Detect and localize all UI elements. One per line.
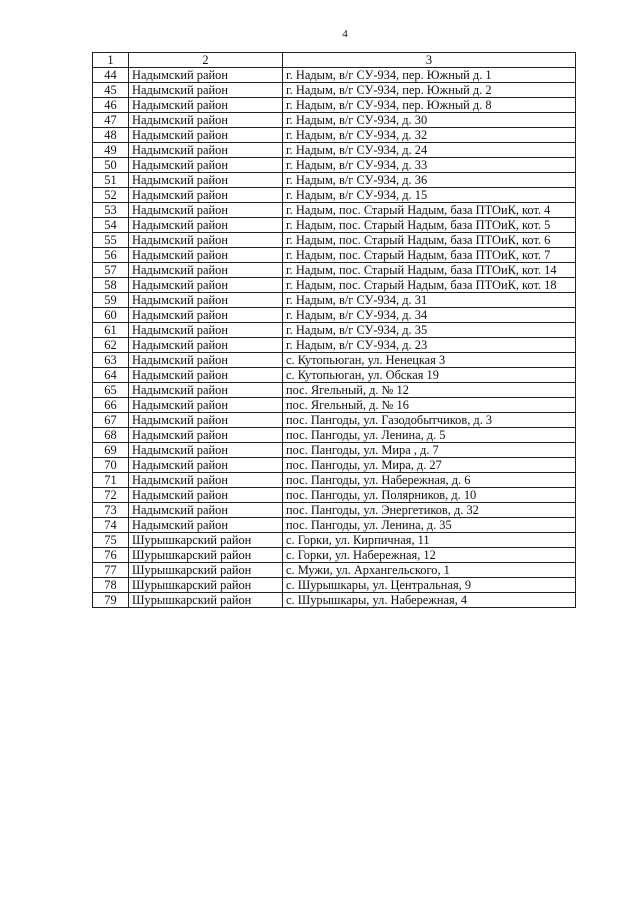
row-district: Надымский район — [129, 218, 283, 233]
row-number: 76 — [93, 548, 129, 563]
row-number: 63 — [93, 353, 129, 368]
row-number: 52 — [93, 188, 129, 203]
row-address: с. Мужи, ул. Архангельского, 1 — [283, 563, 576, 578]
row-address: г. Надым, в/г СУ-934, д. 34 — [283, 308, 576, 323]
row-address: г. Надым, в/г СУ-934, д. 23 — [283, 338, 576, 353]
row-number: 56 — [93, 248, 129, 263]
table-row — [93, 308, 576, 323]
row-number: 46 — [93, 98, 129, 113]
row-district: Надымский район — [129, 293, 283, 308]
table-row — [93, 83, 576, 98]
row-address: г. Надым, пос. Старый Надым, база ПТОиК, кот. 7 — [283, 248, 576, 263]
row-address: с. Кутопьюган, ул. Ненецкая 3 — [283, 353, 576, 368]
row-number: 78 — [93, 578, 129, 593]
table-row — [93, 548, 576, 563]
table-row — [93, 158, 576, 173]
row-number: 61 — [93, 323, 129, 338]
row-address: г. Надым, в/г СУ-934, пер. Южный д. 2 — [283, 83, 576, 98]
row-address: г. Надым, в/г СУ-934, д. 30 — [283, 113, 576, 128]
row-district: Надымский район — [129, 323, 283, 338]
table-row — [93, 173, 576, 188]
row-address: г. Надым, в/г СУ-934, д. 33 — [283, 158, 576, 173]
row-district: Надымский район — [129, 263, 283, 278]
row-number: 74 — [93, 518, 129, 533]
table-row — [93, 533, 576, 548]
row-address: с. Кутопьюган, ул. Обская 19 — [283, 368, 576, 383]
table-row — [93, 593, 576, 608]
table-row — [93, 188, 576, 203]
table-row — [93, 293, 576, 308]
row-number: 67 — [93, 413, 129, 428]
table-row — [93, 248, 576, 263]
addresses-table — [92, 52, 576, 608]
table-row — [93, 113, 576, 128]
row-number: 68 — [93, 428, 129, 443]
table-row — [93, 98, 576, 113]
row-address: г. Надым, пос. Старый Надым, база ПТОиК, кот. 5 — [283, 218, 576, 233]
row-district: Шурышкарский район — [129, 593, 283, 608]
row-district: Шурышкарский район — [129, 578, 283, 593]
row-district: Шурышкарский район — [129, 548, 283, 563]
row-number: 53 — [93, 203, 129, 218]
row-district: Надымский район — [129, 143, 283, 158]
table-header-row — [93, 53, 576, 68]
row-number: 49 — [93, 143, 129, 158]
table-row — [93, 398, 576, 413]
row-number: 62 — [93, 338, 129, 353]
row-address: пос. Пангоды, ул. Мира , д. 7 — [283, 443, 576, 458]
row-number: 47 — [93, 113, 129, 128]
table-row — [93, 218, 576, 233]
row-address: г. Надым, в/г СУ-934, д. 31 — [283, 293, 576, 308]
row-address: г. Надым, пос. Старый Надым, база ПТОиК, кот. 4 — [283, 203, 576, 218]
row-address: пос. Пангоды, ул. Мира, д. 27 — [283, 458, 576, 473]
table-row — [93, 428, 576, 443]
row-number: 50 — [93, 158, 129, 173]
row-district: Надымский район — [129, 83, 283, 98]
table-row — [93, 503, 576, 518]
row-district: Надымский район — [129, 458, 283, 473]
row-number: 58 — [93, 278, 129, 293]
row-address: с. Горки, ул. Кирпичная, 11 — [283, 533, 576, 548]
row-number: 60 — [93, 308, 129, 323]
row-address: пос. Пангоды, ул. Газодобытчиков, д. 3 — [283, 413, 576, 428]
row-district: Надымский район — [129, 413, 283, 428]
table-row — [93, 263, 576, 278]
table-row — [93, 278, 576, 293]
row-district: Надымский район — [129, 398, 283, 413]
table-row — [93, 413, 576, 428]
row-district: Надымский район — [129, 368, 283, 383]
row-number: 70 — [93, 458, 129, 473]
row-address: пос. Ягельный, д. № 16 — [283, 398, 576, 413]
row-district: Надымский район — [129, 233, 283, 248]
row-number: 64 — [93, 368, 129, 383]
row-address: г. Надым, в/г СУ-934, д. 35 — [283, 323, 576, 338]
row-district: Надымский район — [129, 308, 283, 323]
row-address: пос. Пангоды, ул. Ленина, д. 35 — [283, 518, 576, 533]
row-number: 69 — [93, 443, 129, 458]
row-address: г. Надым, пос. Старый Надым, база ПТОиК, кот. 18 — [283, 278, 576, 293]
row-number: 44 — [93, 68, 129, 83]
table-row — [93, 203, 576, 218]
row-number: 57 — [93, 263, 129, 278]
row-number: 73 — [93, 503, 129, 518]
row-district: Надымский район — [129, 428, 283, 443]
table-row — [93, 353, 576, 368]
row-district: Надымский район — [129, 248, 283, 263]
row-district: Надымский район — [129, 443, 283, 458]
header-col-3: 3 — [283, 53, 576, 68]
table-row — [93, 368, 576, 383]
row-number: 59 — [93, 293, 129, 308]
table-row — [93, 323, 576, 338]
table-row — [93, 143, 576, 158]
row-address: с. Шурышкары, ул. Набережная, 4 — [283, 593, 576, 608]
row-number: 79 — [93, 593, 129, 608]
row-district: Надымский район — [129, 503, 283, 518]
row-address: пос. Ягельный, д. № 12 — [283, 383, 576, 398]
row-number: 51 — [93, 173, 129, 188]
row-district: Надымский район — [129, 188, 283, 203]
row-address: г. Надым, пос. Старый Надым, база ПТОиК, кот. 14 — [283, 263, 576, 278]
table-row — [93, 233, 576, 248]
row-number: 71 — [93, 473, 129, 488]
row-district: Шурышкарский район — [129, 563, 283, 578]
row-address: пос. Пангоды, ул. Набережная, д. 6 — [283, 473, 576, 488]
row-address: г. Надым, в/г СУ-934, д. 36 — [283, 173, 576, 188]
row-district: Надымский район — [129, 113, 283, 128]
row-district: Надымский район — [129, 278, 283, 293]
row-number: 77 — [93, 563, 129, 578]
header-col-1: 1 — [93, 53, 129, 68]
row-number: 54 — [93, 218, 129, 233]
table-row — [93, 458, 576, 473]
row-district: Надымский район — [129, 353, 283, 368]
table-row — [93, 578, 576, 593]
row-district: Надымский район — [129, 158, 283, 173]
row-address: г. Надым, пос. Старый Надым, база ПТОиК, кот. 6 — [283, 233, 576, 248]
table-row — [93, 473, 576, 488]
table-row — [93, 68, 576, 83]
table-row — [93, 488, 576, 503]
row-address: г. Надым, в/г СУ-934, пер. Южный д. 8 — [283, 98, 576, 113]
row-district: Надымский район — [129, 473, 283, 488]
row-address: г. Надым, в/г СУ-934, д. 15 — [283, 188, 576, 203]
row-address: г. Надым, в/г СУ-934, пер. Южный д. 1 — [283, 68, 576, 83]
row-address: г. Надым, в/г СУ-934, д. 32 — [283, 128, 576, 143]
row-district: Надымский район — [129, 488, 283, 503]
row-district: Надымский район — [129, 98, 283, 113]
row-number: 48 — [93, 128, 129, 143]
row-district: Надымский район — [129, 128, 283, 143]
row-number: 72 — [93, 488, 129, 503]
row-number: 45 — [93, 83, 129, 98]
row-number: 55 — [93, 233, 129, 248]
page-number: 4 — [342, 28, 348, 40]
row-number: 65 — [93, 383, 129, 398]
row-address: с. Шурышкары, ул. Центральная, 9 — [283, 578, 576, 593]
row-address: г. Надым, в/г СУ-934, д. 24 — [283, 143, 576, 158]
row-number: 75 — [93, 533, 129, 548]
row-district: Надымский район — [129, 383, 283, 398]
table-row — [93, 563, 576, 578]
row-district: Надымский район — [129, 338, 283, 353]
row-district: Надымский район — [129, 203, 283, 218]
row-district: Шурышкарский район — [129, 533, 283, 548]
row-district: Надымский район — [129, 518, 283, 533]
table-row — [93, 443, 576, 458]
table-row — [93, 338, 576, 353]
row-address: пос. Пангоды, ул. Полярников, д. 10 — [283, 488, 576, 503]
header-col-2: 2 — [129, 53, 283, 68]
row-address: пос. Пангоды, ул. Энергетиков, д. 32 — [283, 503, 576, 518]
table-body — [93, 68, 576, 608]
row-address: пос. Пангоды, ул. Ленина, д. 5 — [283, 428, 576, 443]
table-row — [93, 128, 576, 143]
row-number: 66 — [93, 398, 129, 413]
table-row — [93, 518, 576, 533]
row-district: Надымский район — [129, 68, 283, 83]
table-row — [93, 383, 576, 398]
row-district: Надымский район — [129, 173, 283, 188]
row-address: с. Горки, ул. Набережная, 12 — [283, 548, 576, 563]
